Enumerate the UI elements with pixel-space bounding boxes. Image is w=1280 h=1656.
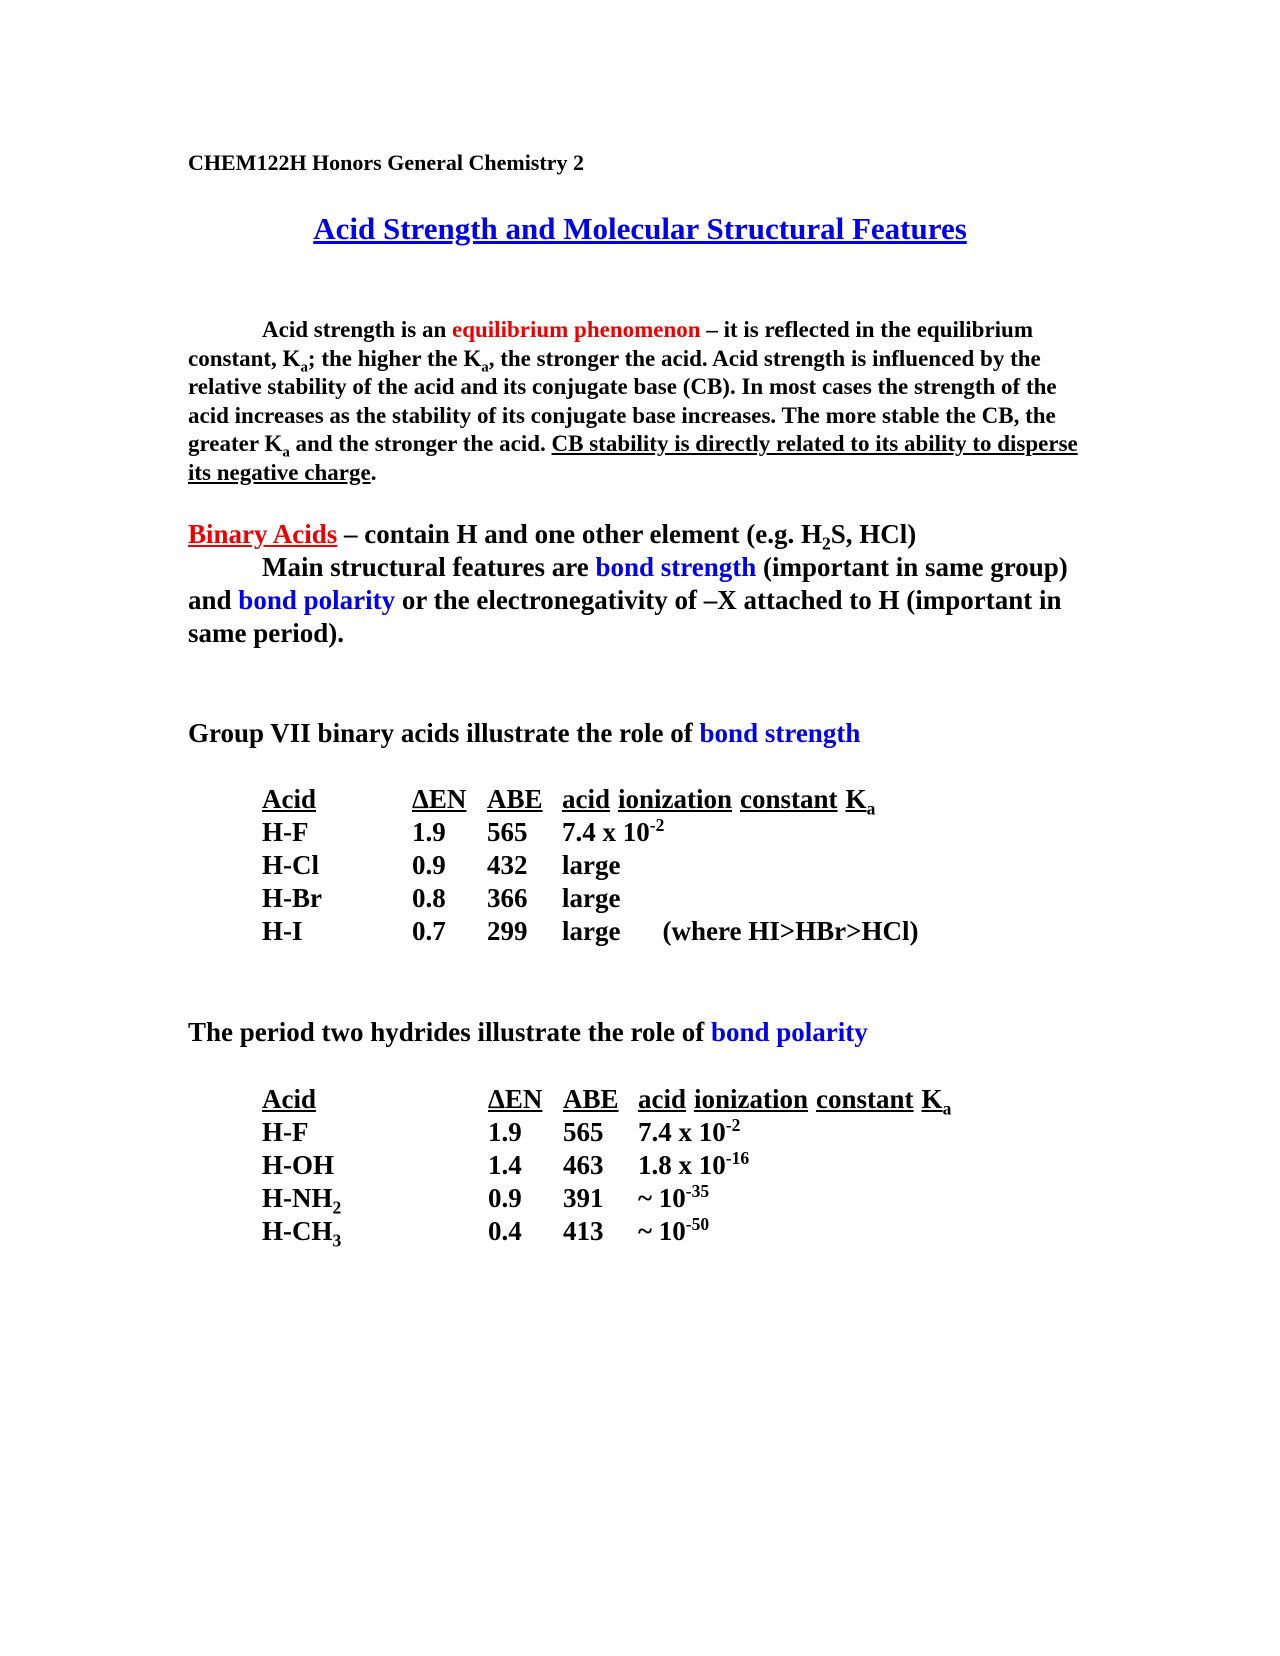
table-row: $H-CH_3$ 0.4 413 ~ $10^{-50}$ bbox=[262, 1214, 710, 1251]
table-row: H-F 1.9 565 7.4 x $10^{-2}$ bbox=[262, 1115, 741, 1147]
table-row: H-I 0.7 299 large (where HI>HBr>HCl) bbox=[262, 916, 919, 946]
table-header-row: Acid ΔEN ABE acid ionization constant $K_a$ bbox=[262, 784, 876, 819]
equilibrium-phenomenon-highlight: equilibrium phenomenon bbox=[452, 317, 701, 342]
page-title: Acid Strength and Molecular Structural Features bbox=[313, 211, 967, 246]
group7-heading: Group VII binary acids illustrate the role of bond strength bbox=[188, 718, 861, 748]
table-row: H-F 1.9 565 7.4 x $10^{-2}$ bbox=[262, 815, 665, 847]
period2-heading: The period two hydrides illustrate the role of bond polarity bbox=[188, 1017, 868, 1047]
intro-paragraph: Acid strength is an equilibrium phenomenon – it is reflected in the equilibrium constant, $K_a$; the higher the $K_a$, the stronger the acid. Acid strength is influenced by the relative stability of the acid and its conjugate base (CB). In most cases the strength of the acid increases as the stability of its conjugate base increases. The more stable the CB, the greater $K_a$ and the stronger the acid. CB stability is directly related to its ability to disperse its negative charge. bbox=[188, 317, 1078, 485]
acid-order-note: (where HI>HBr>HCl) bbox=[662, 916, 919, 946]
table-row: H-Cl 0.9 432 large bbox=[262, 850, 621, 880]
bond-strength-term: bond strength bbox=[595, 552, 757, 582]
period2-hydride-table bbox=[262, 1084, 1062, 1249]
group7-acid-table bbox=[262, 784, 1062, 949]
course-title: CHEM122H Honors General Chemistry 2 bbox=[188, 150, 584, 175]
binary-acids-section: Binary Acids – contain H and one other element (e.g. $H_2S$, HCl) Main structural features are bond strength (important in same group) and bond polarity or the electronegativity of –X attached to H (important in same period). bbox=[188, 519, 1068, 648]
table-row: $H-NH_2$ 0.9 391 ~ $10^{-35}$ bbox=[262, 1181, 710, 1218]
binary-acids-heading: Binary Acids bbox=[188, 519, 338, 549]
table-row: H-Br 0.8 366 large bbox=[262, 883, 621, 913]
bond-polarity-term: bond polarity bbox=[238, 585, 396, 615]
table-row: H-OH 1.4 463 1.8 x $10^{-16}$ bbox=[262, 1148, 750, 1180]
cb-stability-statement: CB stability is directly related to its ability to disperse its negative charge bbox=[188, 431, 1078, 485]
table-header-row: Acid ΔEN ABE acid ionization constant $K_a$ bbox=[262, 1084, 952, 1119]
